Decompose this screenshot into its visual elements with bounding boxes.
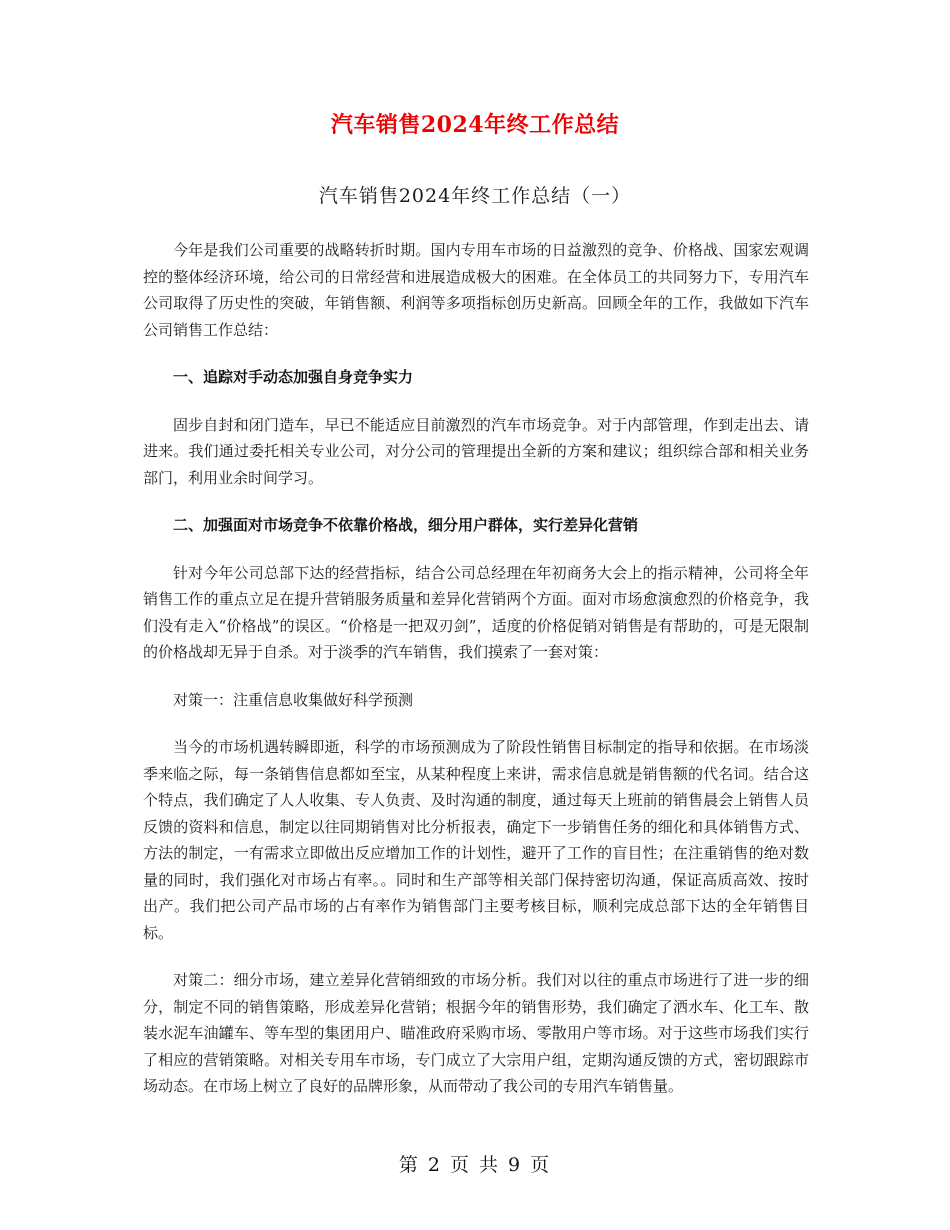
document-title: 汽车销售2024年终工作总结	[330, 112, 620, 138]
section-heading-2: 二、加强面对市场竞争不依靠价格战，细分用户群体，实行差异化营销	[173, 516, 639, 534]
section-1-paragraph: 固步自封和闭门造车，早已不能适应目前激烈的汽车市场竞争。对于内部管理，作到走出去、请进来。我们通过委托相关专业公司，对分公司的管理提出全新的方案和建议；组织综合部和相关业务部门，利用业余时间学习。	[143, 415, 809, 487]
intro-paragraph: 今年是我们公司重要的战略转折时期。国内专用车市场的日益激烈的竞争、价格战、国家宏观调控的整体经济环境，给公司的日常经营和进展造成极大的困难。在全体员工的共同努力下，专用汽车公司取得了历史性的突破，年销售额、利润等多项指标创历史新高。回顾全年的工作，我做如下汽车公司销售工作总结：	[143, 241, 809, 339]
page-number-footer: 第 2 页 共 9 页	[398, 1154, 552, 1176]
strategy-1-paragraph: 当今的市场机遇转瞬即逝，科学的市场预测成为了阶段性销售目标制定的指导和依据。在市场淡季来临之际，每一条销售信息都如至宝，从某种程度上来讲，需求信息就是销售额的代名词。结合这个特点，我们确定了人人收集、专人负责、及时沟通的制度，通过每天上班前的销售晨会上销售人员反馈的资料和信息，制定以往同期销售对比分析报表，确定下一步销售任务的细化和具体销售方式、方法的制定，一有需求立即做出反应增加工作的计划性，避开了工作的盲目性；在注重销售的绝对数量的同时，我们强化对市场占有率。。同时和生产部等相关部门保持密切沟通，保证高质高效、按时出产。我们把公司产品市场的占有率作为销售部门主要考核目标，顺利完成总部下达的全年销售目标。	[143, 738, 809, 942]
document-subtitle: 汽车销售2024年终工作总结（一）	[318, 185, 632, 207]
strategy-1-heading: 对策一：注重信息收集做好科学预测	[173, 690, 414, 709]
document-body	[143, 237, 809, 1121]
section-2-paragraph: 针对今年公司总部下达的经营指标，结合公司总经理在年初商务大会上的指示精神，公司将全年销售工作的重点立足在提升营销服务质量和差异化营销两个方面。面对市场愈演愈烈的价格竞争，我们没有走入“价格战”的误区。“价格是一把双刃剑”，适度的价格促销对销售是有帮助的，可是无限制的价格战却无异于自杀。对于淡季的汽车销售，我们摸索了一套对策：	[143, 563, 809, 661]
section-heading-1: 一、追踪对手动态加强自身竞争实力	[173, 368, 414, 386]
strategy-2-paragraph: 对策二：细分市场，建立差异化营销细致的市场分析。我们对以往的重点市场进行了进一步的细分，制定不同的销售策略，形成差异化营销；根据今年的销售形势，我们确定了洒水车、化工车、散装水泥车油罐车、等车型的集团用户、瞄准政府采购市场、零散用户等市场。对于这些市场我们实行了相应的营销策略。对相关专用车市场，专门成立了大宗用户组，定期沟通反馈的方式，密切跟踪市场动态。在市场上树立了良好的品牌形象，从而带动了我公司的专用汽车销售量。	[143, 971, 809, 1095]
